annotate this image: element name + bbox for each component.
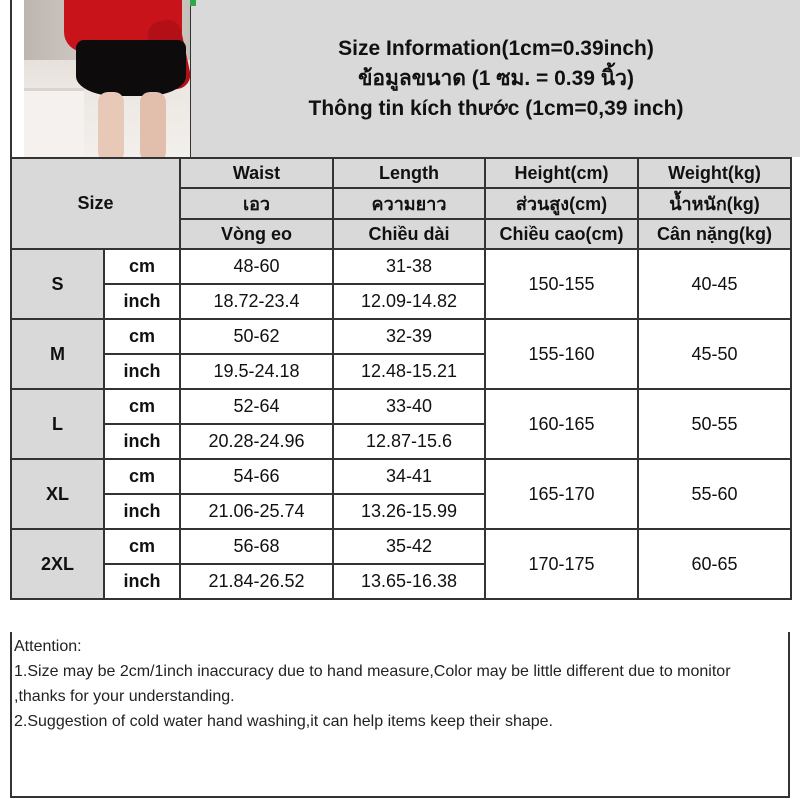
size-cell: XL (11, 459, 104, 529)
unit-cell: cm (104, 529, 180, 564)
size-header: Size (11, 158, 180, 249)
waist-inch: 21.06-25.74 (180, 494, 333, 529)
header-row-en (11, 158, 791, 188)
waist-inch: 18.72-23.4 (180, 284, 333, 319)
weight-cell: 50-55 (638, 389, 791, 459)
corner-marker (190, 0, 196, 6)
length-inch: 13.26-15.99 (333, 494, 485, 529)
note-line-2: 2.Suggestion of cold water hand washing,it can help items keep their shape. (14, 713, 553, 730)
length-inch: 12.87-15.6 (333, 424, 485, 459)
col-weight-vi: Cân nặng(kg) (638, 219, 791, 249)
length-inch: 13.65-16.38 (333, 564, 485, 599)
height-cell: 150-155 (485, 249, 638, 319)
photo-black-skirt (76, 40, 186, 96)
size-info-title (190, 0, 800, 157)
length-cm: 32-39 (333, 319, 485, 354)
weight-cell: 60-65 (638, 529, 791, 599)
title-thai: ข้อมูลขนาด (1 ซม. = 0.39 นิ้ว) (358, 66, 634, 90)
size-cell: 2XL (11, 529, 104, 599)
col-height-en: Height(cm) (485, 158, 638, 188)
unit-cell: inch (104, 494, 180, 529)
size-cell: S (11, 249, 104, 319)
unit-cell: cm (104, 249, 180, 284)
weight-cell: 40-45 (638, 249, 791, 319)
col-waist-th: เอว (180, 188, 333, 219)
col-weight-th: น้ำหนัก(kg) (638, 188, 791, 219)
unit-cell: inch (104, 354, 180, 389)
title-english: Size Information(1cm=0.39inch) (338, 36, 654, 60)
unit-cell: inch (104, 424, 180, 459)
unit-cell: cm (104, 459, 180, 494)
unit-cell: cm (104, 389, 180, 424)
waist-inch: 19.5-24.18 (180, 354, 333, 389)
length-cm: 34-41 (333, 459, 485, 494)
waist-cm: 56-68 (180, 529, 333, 564)
notes-heading: Attention: (14, 638, 82, 655)
photo-leg (98, 92, 124, 157)
waist-cm: 50-62 (180, 319, 333, 354)
header-area (10, 0, 790, 158)
col-length-vi: Chiều dài (333, 219, 485, 249)
height-cell: 160-165 (485, 389, 638, 459)
note-line-1: 1.Size may be 2cm/1inch inaccuracy due to hand measure,Color may be little different due to monitor ,thanks for your understanding. (14, 663, 731, 705)
table-row (11, 319, 791, 354)
size-cell: L (11, 389, 104, 459)
photo-bed (24, 88, 84, 157)
unit-cell: inch (104, 564, 180, 599)
unit-cell: cm (104, 319, 180, 354)
col-length-th: ความยาว (333, 188, 485, 219)
col-weight-en: Weight(kg) (638, 158, 791, 188)
waist-inch: 20.28-24.96 (180, 424, 333, 459)
height-cell: 155-160 (485, 319, 638, 389)
table-row (11, 529, 791, 564)
height-cell: 165-170 (485, 459, 638, 529)
col-length-en: Length (333, 158, 485, 188)
length-cm: 33-40 (333, 389, 485, 424)
length-inch: 12.09-14.82 (333, 284, 485, 319)
product-photo (24, 0, 190, 157)
photo-leg (140, 92, 166, 157)
col-waist-en: Waist (180, 158, 333, 188)
length-cm: 35-42 (333, 529, 485, 564)
weight-cell: 45-50 (638, 319, 791, 389)
length-inch: 12.48-15.21 (333, 354, 485, 389)
weight-cell: 55-60 (638, 459, 791, 529)
waist-inch: 21.84-26.52 (180, 564, 333, 599)
col-height-vi: Chiều cao(cm) (485, 219, 638, 249)
table-row (11, 249, 791, 284)
size-table (10, 157, 792, 600)
attention-notes (10, 632, 790, 798)
waist-cm: 54-66 (180, 459, 333, 494)
height-cell: 170-175 (485, 529, 638, 599)
size-cell: M (11, 319, 104, 389)
col-waist-vi: Vòng eo (180, 219, 333, 249)
table-row (11, 459, 791, 494)
table-row (11, 389, 791, 424)
waist-cm: 52-64 (180, 389, 333, 424)
length-cm: 31-38 (333, 249, 485, 284)
waist-cm: 48-60 (180, 249, 333, 284)
col-height-th: ส่วนสูง(cm) (485, 188, 638, 219)
unit-cell: inch (104, 284, 180, 319)
title-vietnamese: Thông tin kích thước (1cm=0,39 inch) (308, 96, 684, 120)
